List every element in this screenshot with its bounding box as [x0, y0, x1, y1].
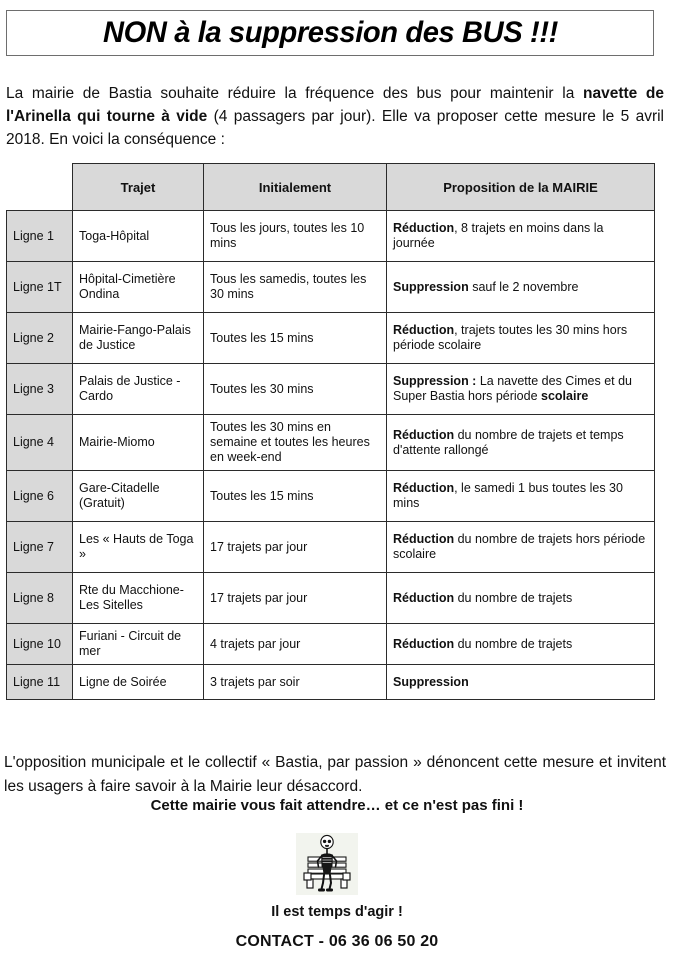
cell-line: Ligne 10 — [7, 624, 73, 665]
cell-line: Ligne 8 — [7, 573, 73, 624]
cell-proposition — [387, 364, 655, 415]
proposition-detail: , le samedi 1 bus toutes les 30 mins — [393, 481, 623, 510]
cell-line: Ligne 2 — [7, 313, 73, 364]
cell-proposition — [387, 471, 655, 522]
cell-proposition — [387, 573, 655, 624]
cell-proposition — [387, 624, 655, 665]
cell-initialement: Tous les jours, toutes les 10 mins — [204, 211, 387, 262]
table-header — [7, 164, 655, 211]
proposition-keyword: Réduction — [393, 590, 455, 605]
cell-trajet: Palais de Justice - Cardo — [73, 364, 204, 415]
cell-line: Ligne 1 — [7, 211, 73, 262]
cell-trajet: Gare-Citadelle (Gratuit) — [73, 471, 204, 522]
cell-initialement: Toutes les 30 mins en semaine et toutes les heures en week-end — [204, 415, 387, 471]
table-header-corner — [7, 164, 73, 211]
intro-paragraph — [6, 82, 664, 151]
column-header-trajet: Trajet — [73, 164, 204, 211]
cell-initialement: Toutes les 15 mins — [204, 313, 387, 364]
table-row — [7, 262, 655, 313]
proposition-keyword: Suppression — [393, 674, 469, 689]
cell-line: Ligne 4 — [7, 415, 73, 471]
table-body — [7, 211, 655, 700]
cell-line: Ligne 1T — [7, 262, 73, 313]
table-row — [7, 313, 655, 364]
proposition-keyword: Réduction — [393, 427, 455, 442]
cell-initialement: 17 trajets par jour — [204, 573, 387, 624]
table-row — [7, 471, 655, 522]
proposition-keyword: Suppression — [393, 279, 469, 294]
cell-initialement: Toutes les 30 mins — [204, 364, 387, 415]
outro-paragraph: L'opposition municipale et le collectif « Bastia, par passion » dénoncent cette mesure et invitent les usagers à faire savoir à la Mairie leur désaccord. — [4, 753, 666, 795]
cell-line: Ligne 3 — [7, 364, 73, 415]
column-header-proposition: Proposition de la MAIRIE — [387, 164, 655, 211]
cell-initialement: Toutes les 15 mins — [204, 471, 387, 522]
skeleton-on-bench-icon — [296, 833, 358, 895]
cell-trajet: Furiani - Circuit de mer — [73, 624, 204, 665]
slogan-text: Cette mairie vous fait attendre… et ce n'est pas fini ! — [150, 797, 524, 814]
table-row — [7, 573, 655, 624]
cell-trajet: Ligne de Soirée — [73, 665, 204, 700]
proposition-emphasis: scolaire — [541, 389, 589, 403]
cell-proposition — [387, 262, 655, 313]
table-row — [7, 415, 655, 471]
table-row — [7, 665, 655, 700]
proposition-detail: du nombre de trajets — [454, 590, 573, 605]
proposition-detail: sauf le 2 novembre — [468, 279, 579, 294]
cell-trajet: Mairie-Miomo — [73, 415, 204, 471]
cell-trajet: Les « Hauts de Toga » — [73, 522, 204, 573]
cell-line: Ligne 7 — [7, 522, 73, 573]
proposition-keyword: Réduction — [393, 221, 455, 235]
table-header-row — [7, 164, 655, 211]
cell-trajet: Hôpital-Cimetière Ondina — [73, 262, 204, 313]
cell-proposition — [387, 665, 655, 700]
cell-initialement: 4 trajets par jour — [204, 624, 387, 665]
proposition-detail: , trajets toutes les 30 mins hors période scolaire — [393, 323, 628, 352]
proposition-keyword: Réduction — [393, 323, 455, 337]
proposition-keyword: Suppression : — [393, 374, 477, 388]
intro-bold-phrase: navette de l'Arinella qui tourne à vide — [6, 84, 665, 125]
call-to-action-text: Il est temps d'agir ! — [271, 904, 403, 920]
poster-title-box — [6, 10, 654, 56]
cell-initialement: Tous les samedis, toutes les 30 mins — [204, 262, 387, 313]
cell-proposition — [387, 522, 655, 573]
cell-trajet: Mairie-Fango-Palais de Justice — [73, 313, 204, 364]
proposition-detail: , 8 trajets en moins dans la journée — [393, 221, 604, 250]
proposition-keyword: Réduction — [393, 481, 455, 495]
proposition-keyword: Réduction — [393, 636, 455, 651]
cell-line: Ligne 6 — [7, 471, 73, 522]
bus-lines-table-wrapper — [6, 163, 654, 700]
cell-proposition — [387, 313, 655, 364]
intro-part-1: La mairie de Bastia souhaite réduire la fréquence des bus pour maintenir la — [6, 84, 583, 102]
cell-proposition — [387, 211, 655, 262]
table-row — [7, 211, 655, 262]
table-row — [7, 364, 655, 415]
bus-lines-table — [6, 163, 655, 700]
page-title: NON à la suppression des BUS !!! — [102, 16, 558, 49]
cell-trajet: Toga-Hôpital — [73, 211, 204, 262]
table-row — [7, 522, 655, 573]
cell-line: Ligne 11 — [7, 665, 73, 700]
cell-trajet: Rte du Macchione-Les Sitelles — [73, 573, 204, 624]
cell-initialement: 3 trajets par soir — [204, 665, 387, 700]
proposition-keyword: Réduction — [393, 532, 455, 546]
proposition-detail: du nombre de trajets — [454, 636, 573, 651]
column-header-initialement: Initialement — [204, 164, 387, 211]
intro-part-2: (4 passagers par jour). Elle va proposer cette mesure le 5 avril 2018. En voici la conséquence : — [6, 107, 664, 148]
proposition-detail: du nombre de trajets hors période scolaire — [393, 532, 646, 561]
proposition-detail: du nombre de trajets et temps d'attente rallongé — [393, 427, 624, 457]
table-row — [7, 624, 655, 665]
cell-proposition — [387, 415, 655, 471]
contact-text: CONTACT - 06 36 06 50 20 — [235, 933, 439, 950]
proposition-detail: La navette des Cimes et du Super Bastia hors période — [393, 374, 632, 403]
cell-initialement: 17 trajets par jour — [204, 522, 387, 573]
